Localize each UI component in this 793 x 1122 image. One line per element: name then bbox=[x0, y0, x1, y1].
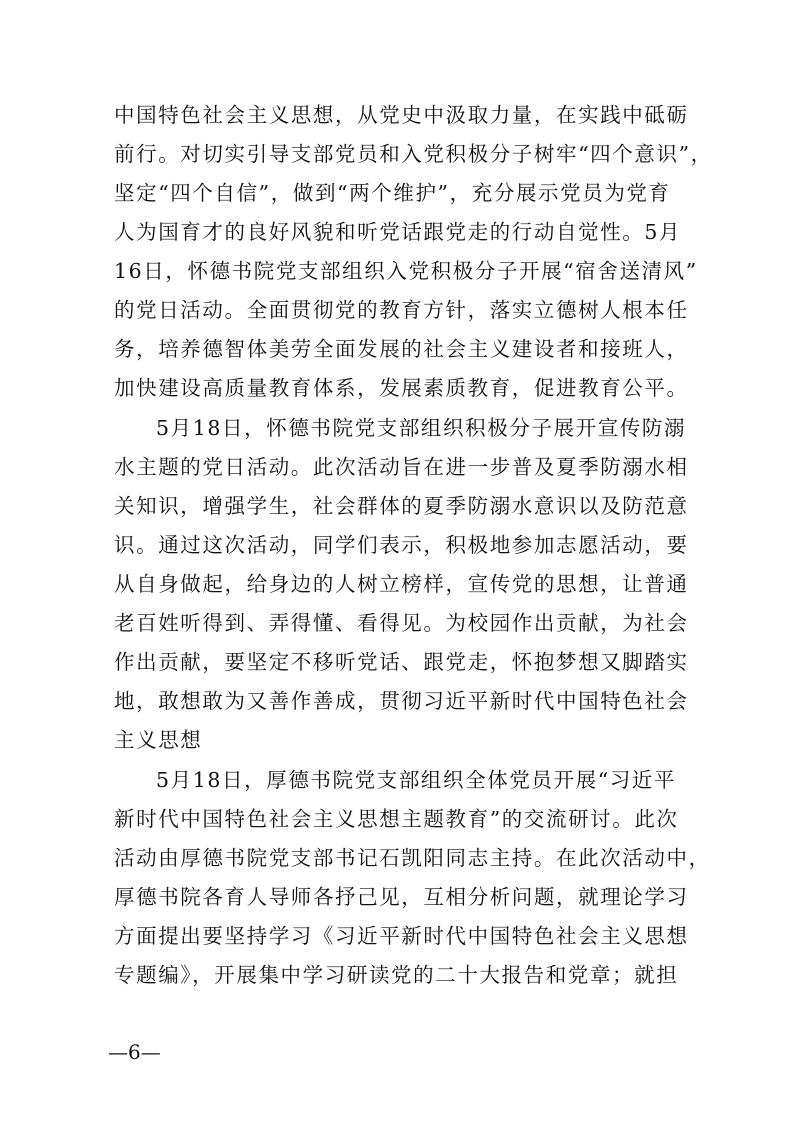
text-line: 从自身做起，给身边的人树立榜样，宣传党的思想，让普通 bbox=[114, 572, 689, 596]
text-line: 坚定“四个自信”，做到“两个维护”，充分展示党员为党育 bbox=[114, 181, 671, 205]
paragraph-start-line: 5月18日，怀德书院党支部组织积极分子展开宣传防溺 bbox=[156, 416, 687, 440]
text-line: 人为国育才的良好风貌和听党话跟党走的行动自觉性。5月 bbox=[114, 220, 682, 244]
text-line: 识。通过这次活动，同学们表示，积极地参加志愿活动，要 bbox=[114, 533, 689, 557]
text-line: 老百姓听得到、弄得懂、看得见。为校园作出贡献，为社会 bbox=[114, 611, 689, 635]
text-line: 水主题的党日活动。此次活动旨在进一步普及夏季防溺水相 bbox=[114, 455, 689, 479]
text-line: 专题编》，开展集中学习研读党的二十大报告和党章；就担 bbox=[114, 963, 679, 987]
text-line: 加快建设高质量教育体系，发展素质教育，促进教育公平。 bbox=[114, 376, 689, 400]
text-line: 关知识，增强学生，社会群体的夏季防溺水意识以及防范意 bbox=[114, 494, 689, 518]
text-line: 前行。对切实引导支部党员和入党积极分子树牢“四个意识”， bbox=[114, 142, 713, 166]
text-line: 主义思想 bbox=[114, 728, 203, 752]
paragraph-start-line: 5月18日，厚德书院党支部组织全体党员开展“习近平 bbox=[156, 768, 677, 792]
page-number: —6— bbox=[108, 1040, 161, 1064]
text-line: 作出贡献，要坚定不移听党话、跟党走，怀抱梦想又脚踏实 bbox=[114, 650, 689, 674]
text-line: 中国特色社会主义思想，从党史中汲取力量，在实践中砥砺 bbox=[114, 103, 689, 127]
text-line: 的党日活动。全面贯彻党的教育方针，落实立德树人根本任 bbox=[114, 298, 689, 322]
text-line: 方面提出要坚持学习《习近平新时代中国特色社会主义思想 bbox=[114, 924, 689, 948]
text-line: 务，培养德智体美劳全面发展的社会主义建设者和接班人， bbox=[114, 337, 689, 361]
text-line: 厚德书院各育人导师各抒己见，互相分析问题，就理论学习 bbox=[114, 885, 689, 909]
text-line: 16日，怀德书院党支部组织入党积极分子开展“宿舍送清风” bbox=[114, 259, 698, 283]
text-line: 地，敢想敢为又善作善成，贯彻习近平新时代中国特色社会 bbox=[114, 689, 689, 713]
text-line: 新时代中国特色社会主义思想主题教育”的交流研讨。此次 bbox=[114, 807, 679, 831]
text-line: 活动由厚德书院党支部书记石凯阳同志主持。在此次活动中， bbox=[114, 846, 711, 870]
